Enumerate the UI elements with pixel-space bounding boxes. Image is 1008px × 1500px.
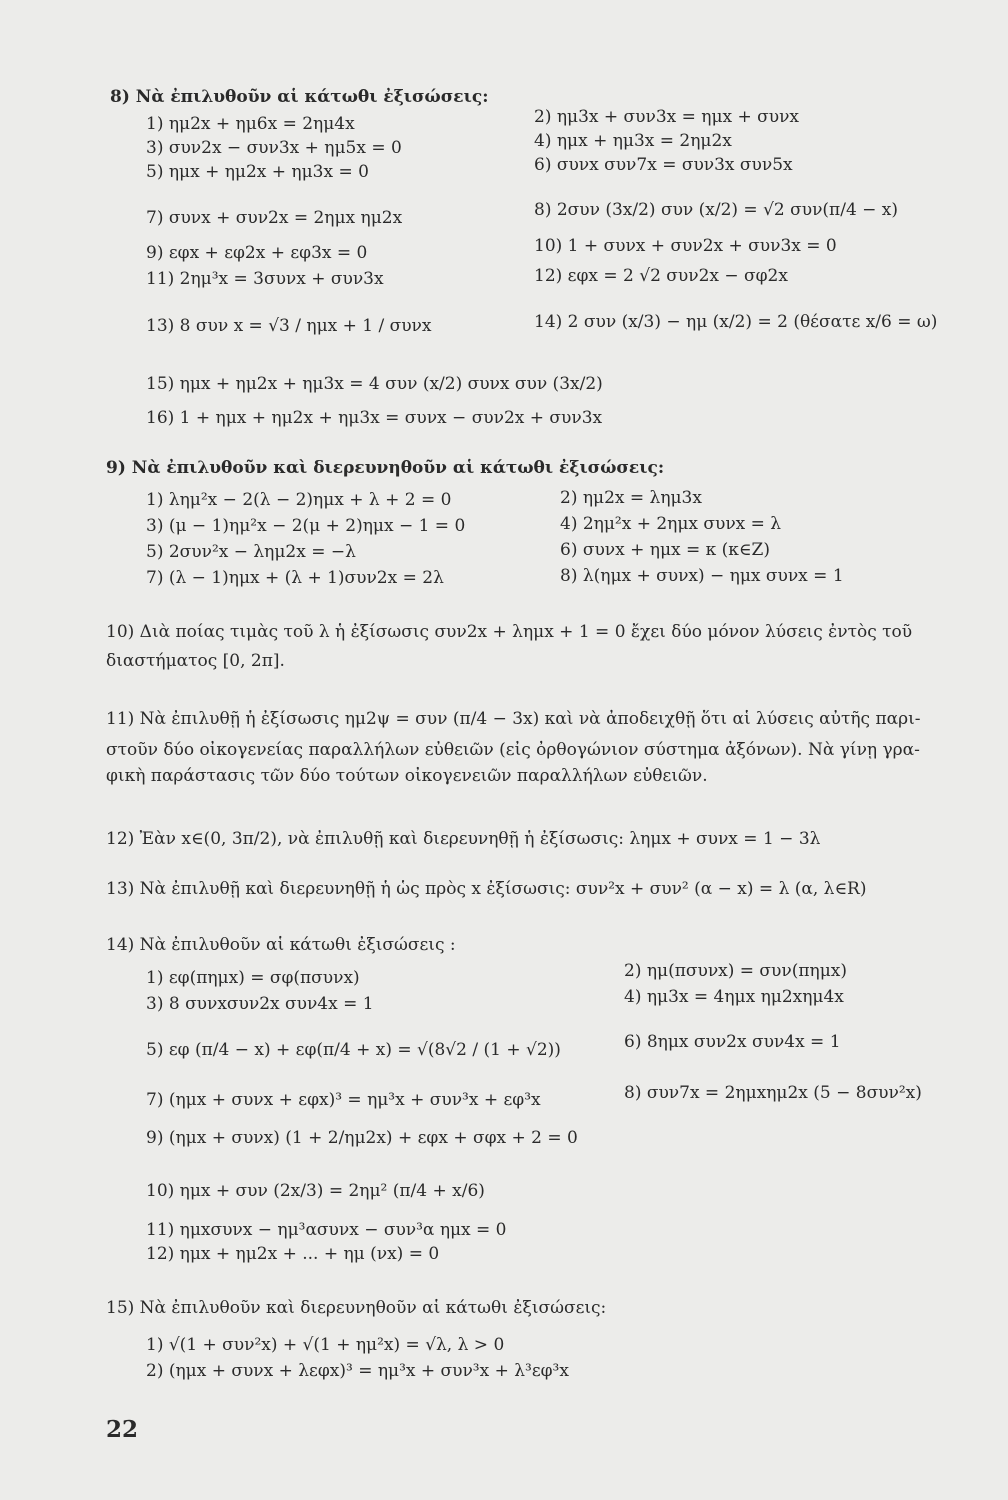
section-8-heading: 8) Νὰ ἐπιλυθοῦν αἱ κάτωθι ἐξισώσεις: [110,87,489,107]
eq-8-13: 13) 8 συν x = √3 / ημx + 1 / συνx [146,316,432,336]
eq-9-8: 8) λ(ημx + συνx) − ημx συνx = 1 [560,566,844,586]
section-10-line-1: 10) Διὰ ποίας τιμὰς τοῦ λ ἡ ἐξίσωσις συν2x + λημx + 1 = 0 ἔχει δύο μόνον λύσεις ἐντὸς τοῦ [106,622,913,642]
eq-14-10: 10) ημx + συν (2x/3) = 2ημ² (π/4 + x/6) [146,1181,485,1201]
eq-14-2: 2) ημ(πσυνx) = συν(πημx) [624,961,847,981]
eq-9-6: 6) συνx + ημx = κ (κ∈Z) [560,540,770,560]
eq-14-5: 5) εφ (π/4 − x) + εφ(π/4 + x) = √(8√2 / (1 + √2)) [146,1040,561,1060]
section-14-heading: 14) Νὰ ἐπιλυθοῦν αἱ κάτωθι ἐξισώσεις : [106,935,456,955]
eq-8-15: 15) ημx + ημ2x + ημ3x = 4 συν (x/2) συνx συν (3x/2) [146,374,603,394]
eq-8-5: 5) ημx + ημ2x + ημ3x = 0 [146,162,369,182]
eq-14-9: 9) (ημx + συνx) (1 + 2/ημ2x) + εφx + σφx + 2 = 0 [146,1128,578,1148]
eq-8-2: 2) ημ3x + συν3x = ημx + συνx [534,107,800,127]
eq-9-1: 1) λημ²x − 2(λ − 2)ημx + λ + 2 = 0 [146,490,452,510]
eq-9-7: 7) (λ − 1)ημx + (λ + 1)συν2x = 2λ [146,568,444,588]
eq-8-12: 12) εφx = 2 √2 συν2x − σφ2x [534,266,788,286]
section-13: 13) Νὰ ἐπιλυθῇ καὶ διερευνηθῇ ἡ ὡς πρὸς x ἐξίσωσις: συν²x + συν² (α − x) = λ (α, λ∈R) [106,879,867,899]
eq-14-7: 7) (ημx + συνx + εφx)³ = ημ³x + συν³x + εφ³x [146,1090,541,1110]
eq-15-2: 2) (ημx + συνx + λεφx)³ = ημ³x + συν³x + λ³εφ³x [146,1361,569,1381]
eq-8-8: 8) 2συν (3x/2) συν (x/2) = √2 συν(π/4 − x) [534,200,899,220]
section-9-heading: 9) Νὰ ἐπιλυθοῦν καὶ διερευνηθοῦν αἱ κάτωθι ἐξισώσεις: [106,458,665,478]
section-11-line-3: φικὴ παράστασις τῶν δύο τούτων οἰκογενειῶν παραλλήλων εὐθειῶν. [106,766,708,786]
section-11-line-1: 11) Νὰ ἐπιλυθῇ ἡ ἐξίσωσις ημ2ψ = συν (π/4 − 3x) καὶ νὰ ἀποδειχθῇ ὅτι αἱ λύσεις αὐτῆς παρι- [106,709,921,729]
eq-14-6: 6) 8ημx συν2x συν4x = 1 [624,1032,841,1052]
eq-8-14: 14) 2 συν (x/3) − ημ (x/2) = 2 (θέσατε x/6 = ω) [534,312,938,332]
section-11-line-2: στοῦν δύο οἰκογενείας παραλλήλων εὐθειῶν (εἰς ὀρθογώνιον σύστημα ἀξόνων). Νὰ γίνῃ γρα- [106,740,920,760]
page-number: 22 [106,1416,139,1443]
eq-8-9: 9) εφx + εφ2x + εφ3x = 0 [146,243,368,263]
eq-8-6: 6) συνx συν7x = συν3x συν5x [534,155,793,175]
eq-8-11: 11) 2ημ³x = 3συνx + συν3x [146,269,384,289]
eq-9-5: 5) 2συν²x − λημ2x = −λ [146,542,356,562]
eq-14-3: 3) 8 συνxσυν2x συν4x = 1 [146,994,374,1014]
eq-8-10: 10) 1 + συνx + συν2x + συν3x = 0 [534,236,837,256]
eq-14-12: 12) ημx + ημ2x + ... + ημ (νx) = 0 [146,1244,440,1264]
eq-8-7: 7) συνx + συν2x = 2ημx ημ2x [146,208,403,228]
eq-8-3: 3) συν2x − συν3x + ημ5x = 0 [146,138,402,158]
eq-14-11: 11) ημxσυνx − ημ³ασυνx − συν³α ημx = 0 [146,1220,507,1240]
eq-15-1: 1) √(1 + συν²x) + √(1 + ημ²x) = √λ, λ > 0 [146,1335,505,1355]
eq-14-8: 8) συν7x = 2ημxημ2x (5 − 8συν²x) [624,1083,922,1103]
eq-9-2: 2) ημ2x = λημ3x [560,488,702,508]
eq-9-4: 4) 2ημ²x + 2ημx συνx = λ [560,514,782,534]
section-10-line-2: διαστήματος [0, 2π]. [106,651,285,671]
eq-8-16: 16) 1 + ημx + ημ2x + ημ3x = συνx − συν2x + συν3x [146,408,603,428]
eq-8-1: 1) ημ2x + ημ6x = 2ημ4x [146,114,355,134]
eq-14-1: 1) εφ(πημx) = σφ(πσυνx) [146,968,360,988]
section-15-heading: 15) Νὰ ἐπιλυθοῦν καὶ διερευνηθοῦν αἱ κάτωθι ἐξισώσεις: [106,1298,607,1318]
eq-8-4: 4) ημx + ημ3x = 2ημ2x [534,131,732,151]
eq-14-4: 4) ημ3x = 4ημx ημ2xημ4x [624,987,844,1007]
eq-9-3: 3) (μ − 1)ημ²x − 2(μ + 2)ημx − 1 = 0 [146,516,466,536]
section-12: 12) Ἐὰν x∈(0, 3π/2), νὰ ἐπιλυθῇ καὶ διερευνηθῇ ἡ ἐξίσωσις: λημx + συνx = 1 − 3λ [106,829,821,849]
